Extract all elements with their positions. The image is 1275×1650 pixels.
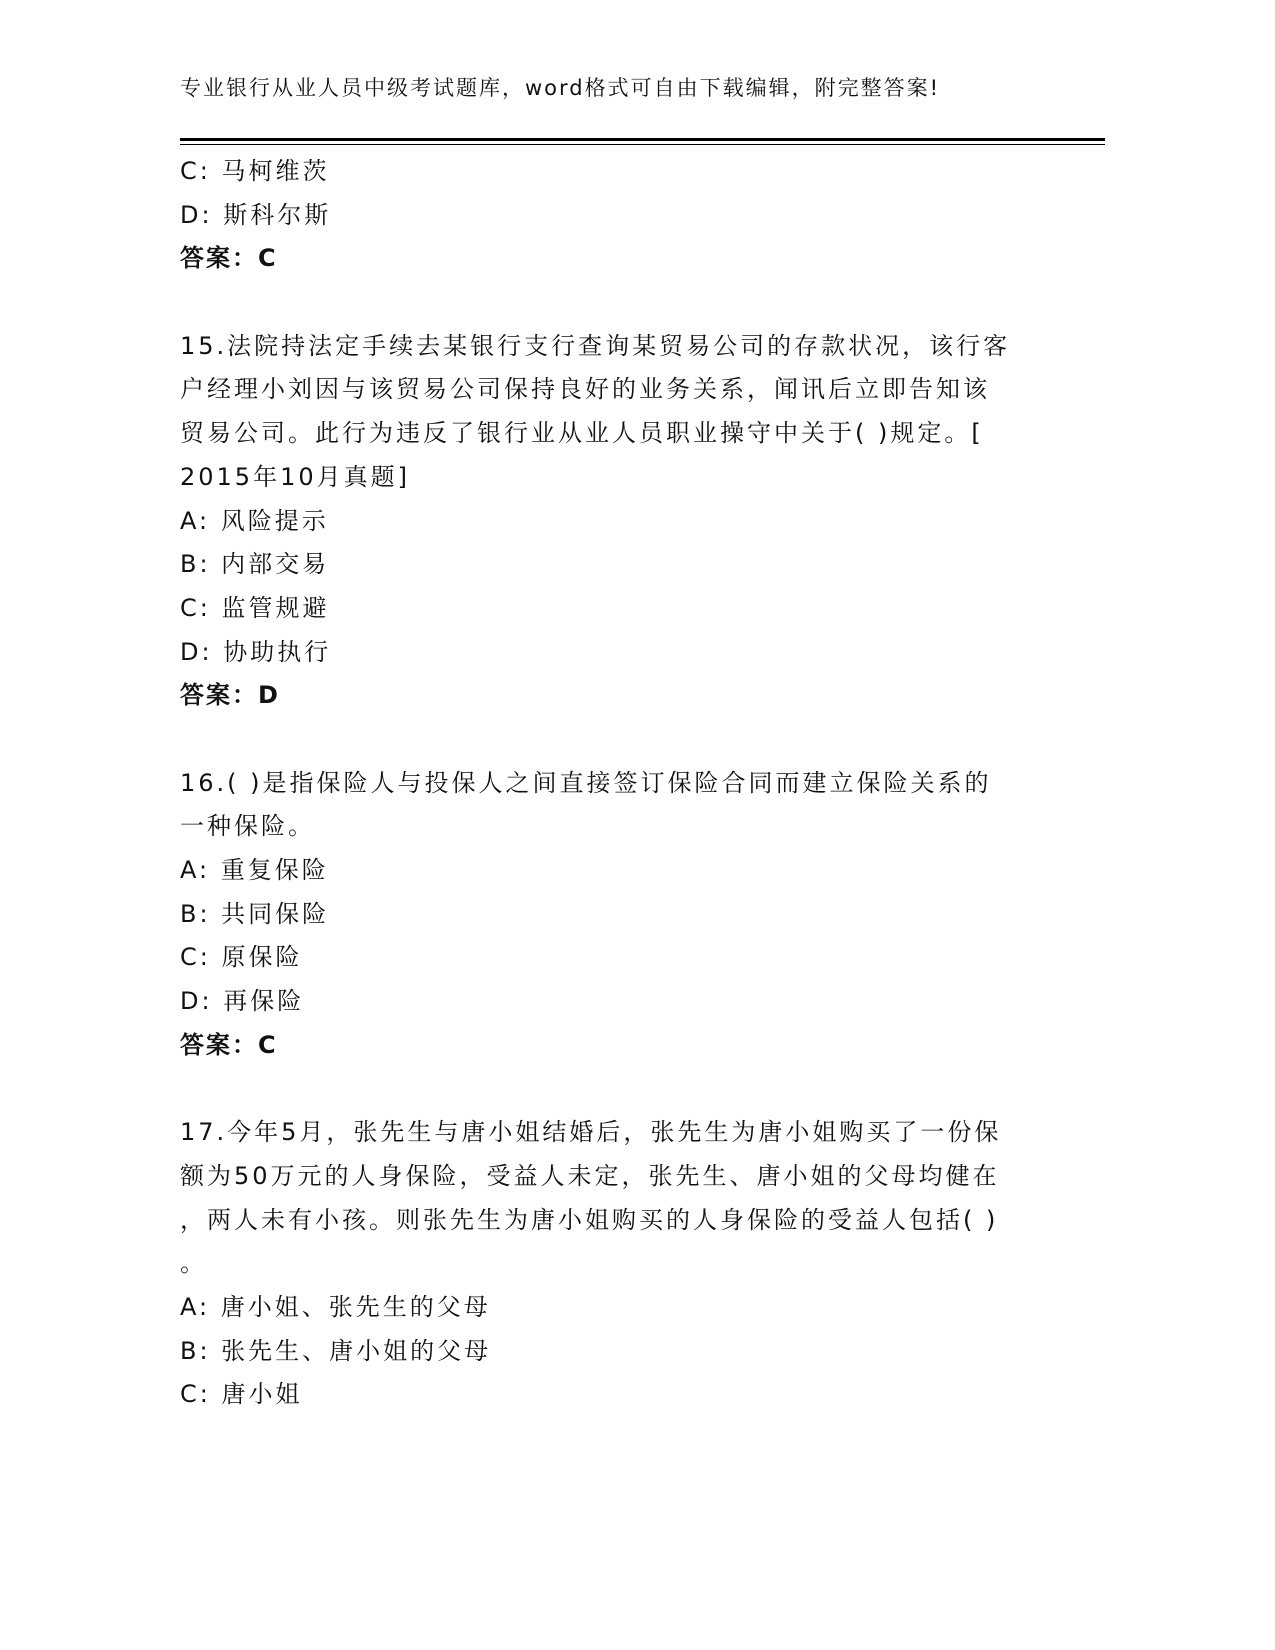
q15-option-d: D: 协助执行	[180, 637, 332, 666]
q16-stem-line-2: 一种保险。	[180, 812, 315, 841]
header-rule-thick	[180, 138, 1105, 141]
q16-option-d: D: 再保险	[180, 987, 305, 1016]
q14-option-d: D: 斯科尔斯	[180, 200, 332, 229]
q17-option-b: B: 张先生、唐小姐的父母	[180, 1336, 492, 1365]
q17-option-a: A: 唐小姐、张先生的父母	[180, 1292, 491, 1321]
header-rule-thin	[180, 144, 1105, 145]
q16-option-a: A: 重复保险	[180, 856, 329, 884]
q17-option-c: C: 唐小姐	[180, 1380, 303, 1409]
q15-stem-line-4: 2015年10月真题]	[180, 462, 410, 491]
q17-stem-line-4: 。	[180, 1249, 207, 1278]
spacer	[180, 281, 1040, 325]
page-header: 专业银行从业人员中级考试题库，word格式可自由下载编辑，附完整答案!	[180, 76, 941, 100]
q14-answer: 答案：C	[180, 244, 278, 273]
q15-stem-line-1: 15.法院持法定手续去某银行支行查询某贸易公司的存款状况，该行客	[180, 331, 1011, 360]
q15-option-a: A: 风险提示	[180, 506, 329, 535]
q15-option-c: C: 监管规避	[180, 593, 330, 622]
q15-stem-line-2: 户经理小刘因与该贸易公司保持良好的业务关系，闻讯后立即告知该	[180, 375, 990, 404]
q14-option-c: C: 马柯维茨	[180, 157, 330, 185]
q15-option-b: B: 内部交易	[180, 550, 330, 579]
q17-stem-line-2: 额为50万元的人身保险，受益人未定，张先生、唐小姐的父母均健在	[180, 1161, 1000, 1190]
q16-option-b: B: 共同保险	[180, 899, 330, 928]
question-content	[180, 150, 1040, 1417]
spacer	[180, 1067, 1040, 1111]
q17-stem-line-1: 17.今年5月，张先生与唐小姐结婚后，张先生为唐小姐购买了一份保	[180, 1118, 1002, 1147]
spacer	[180, 718, 1040, 762]
q16-answer: 答案：C	[180, 1030, 278, 1059]
q15-stem-line-3: 贸易公司。此行为违反了银行业从业人员职业操守中关于( )规定。[	[180, 419, 984, 448]
q16-option-c: C: 原保险	[180, 943, 303, 972]
q15-answer: 答案：D	[180, 681, 280, 710]
q16-stem-line-1: 16.( )是指保险人与投保人之间直接签订保险合同而建立保险关系的	[180, 768, 992, 797]
q17-stem-line-3: ，两人未有小孩。则张先生为唐小姐购买的人身保险的受益人包括( )	[180, 1205, 999, 1234]
